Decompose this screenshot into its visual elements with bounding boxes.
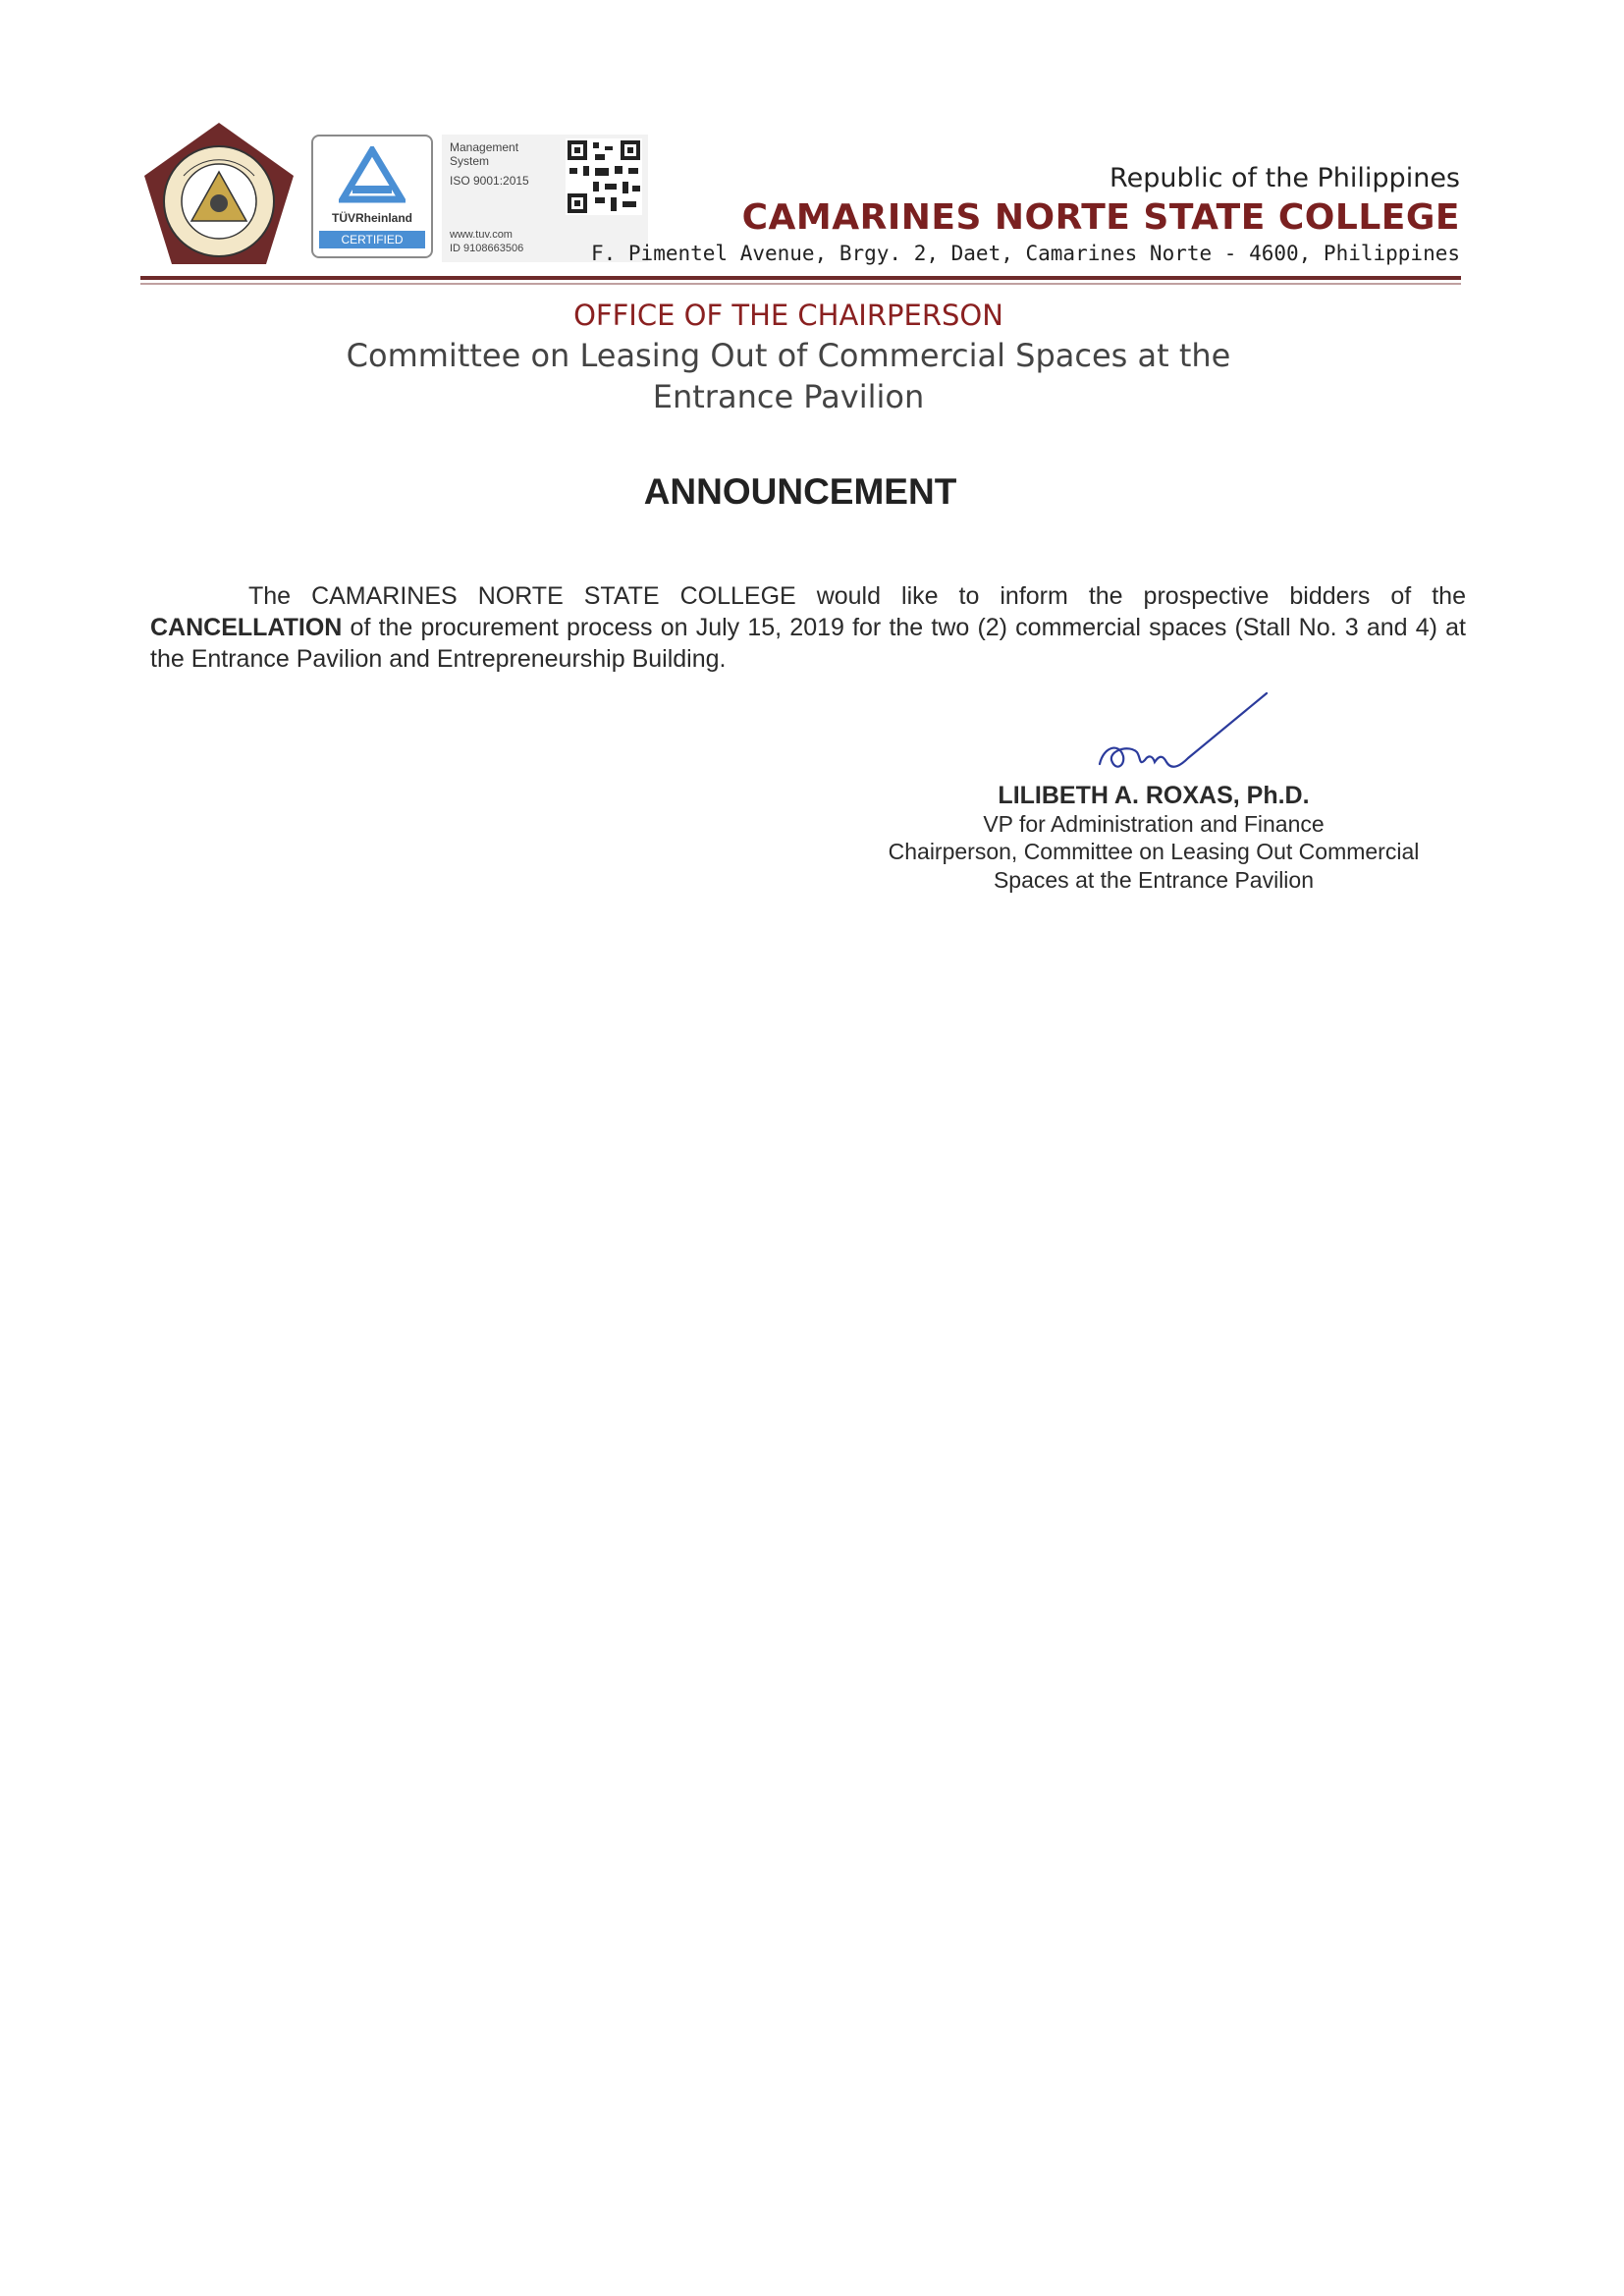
- office-title: OFFICE OF THE CHAIRPERSON: [573, 299, 1003, 332]
- tuv-triangle-icon: [339, 146, 406, 203]
- announcement-body: [150, 580, 1466, 675]
- cert-id: ID 9108663506: [450, 243, 524, 254]
- body-text-2: of the procurement process on July 15, 2019 for the two (2) commercial spaces (Stall No. 3 and 4) at the Entrance Pavilion and Entrepreneurship Building.: [150, 614, 1466, 673]
- body-text-1: The CAMARINES NORTE STATE COLLEGE would like to inform the prospective bidders of the: [248, 582, 1466, 610]
- body-text-bold: CANCELLATION: [150, 614, 343, 641]
- signatory-title-3: Spaces at the Entrance Pavilion: [993, 867, 1315, 893]
- signatory-title-1: VP for Administration and Finance: [983, 811, 1325, 837]
- header-rule-thin: [140, 283, 1461, 285]
- signatory-title-2: Chairperson, Committee on Leasing Out Commercial: [888, 839, 1420, 864]
- qr-code-icon: [566, 138, 642, 215]
- tuv-certification-badge: [311, 135, 433, 258]
- cert-management: Management: [450, 140, 519, 154]
- header-rule: [140, 276, 1461, 280]
- committee-line-2: Entrance Pavilion: [652, 378, 925, 415]
- college-seal-logo: [140, 119, 298, 268]
- announcement-heading: ANNOUNCEMENT: [643, 471, 957, 512]
- cert-system: System: [450, 154, 490, 168]
- handwritten-signature: [1080, 687, 1276, 786]
- tuv-certified-label: CERTIFIED: [319, 231, 425, 248]
- republic-header: Republic of the Philippines: [1110, 163, 1460, 193]
- signatory-name: LILIBETH A. ROXAS, Ph.D.: [998, 782, 1310, 809]
- committee-line-1: Committee on Leasing Out of Commercial Spaces at the: [346, 337, 1231, 374]
- tuv-brand: TÜVRheinland: [331, 211, 412, 225]
- cert-website: www.tuv.com: [450, 229, 513, 241]
- cert-iso: ISO 9001:2015: [450, 174, 529, 188]
- college-address: F. Pimentel Avenue, Brgy. 2, Daet, Camarines Norte - 4600, Philippines: [590, 242, 1460, 265]
- college-name: CAMARINES NORTE STATE COLLEGE: [741, 197, 1460, 238]
